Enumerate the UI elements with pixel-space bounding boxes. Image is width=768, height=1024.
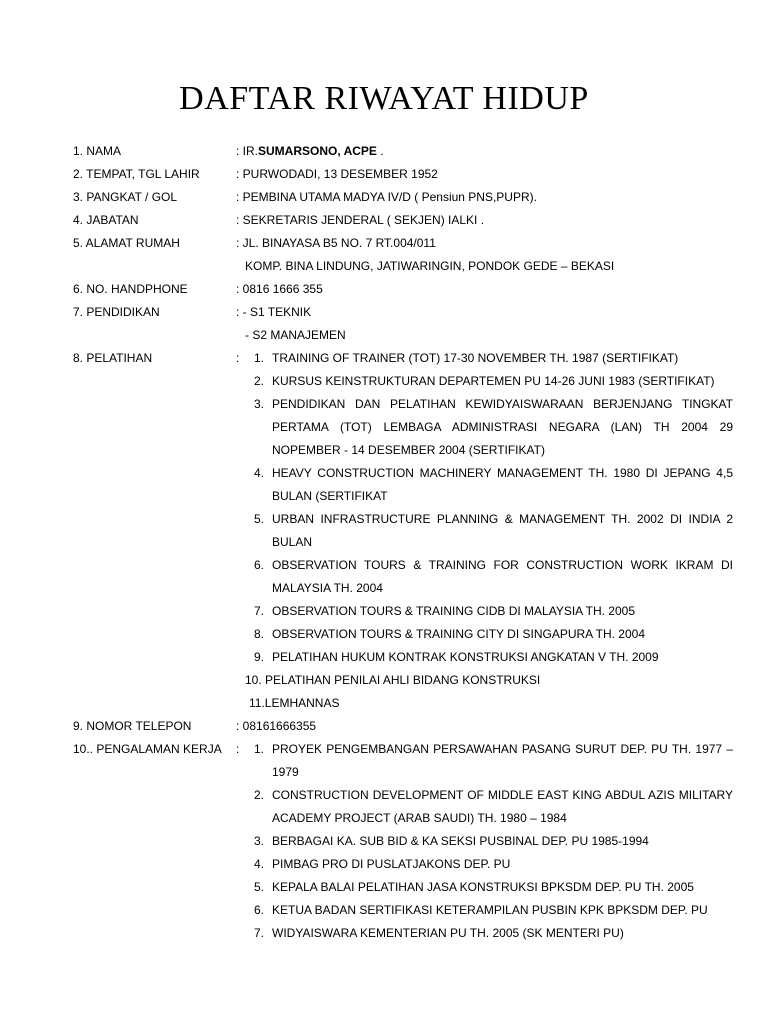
item-text: PENDIDIKAN DAN PELATIHAN KEWIDYAISWARAAN BERJENJANG TINGKAT PERTAMA (TOT) LEMBAGA ADMINISTRASI NEGARA (LAN) TH 2004 29 NOPEMBER - 14 DESEMBER 2004 (SERTIFIKAT) bbox=[272, 397, 733, 457]
field-label: 5. ALAMAT RUMAH bbox=[73, 236, 180, 250]
item-number: 2. bbox=[253, 788, 264, 802]
field-value: : - S1 TEKNIK bbox=[236, 305, 312, 319]
item-number: 6. bbox=[253, 558, 264, 572]
cv-content bbox=[73, 140, 733, 945]
pelatihan-item-10: 10. PELATIHAN PENILAI AHLI BIDANG KONSTRUKSI bbox=[245, 673, 541, 687]
item-text: PIMBAG PRO DI PUSLATJAKONS DEP. PU bbox=[272, 857, 511, 871]
list-item bbox=[236, 508, 733, 554]
colon-mark: : bbox=[236, 351, 240, 365]
list-item bbox=[236, 600, 733, 623]
item-number: 5. bbox=[253, 880, 264, 894]
field-value: : PEMBINA UTAMA MADYA IV/D ( Pensiun PNS,PUPR). bbox=[236, 190, 537, 204]
pelatihan-item-11: 11.LEMHANNAS bbox=[249, 696, 340, 710]
field-value: : SEKRETARIS JENDERAL ( SEKJEN) IALKI . bbox=[236, 213, 485, 227]
item-number: 1. bbox=[253, 351, 264, 365]
field-value: : JL. BINAYASA B5 NO. 7 RT.004/011 bbox=[236, 236, 436, 250]
list-item bbox=[236, 462, 733, 508]
field-pangkat bbox=[73, 186, 733, 209]
item-number: 9. bbox=[253, 650, 264, 664]
field-alamat bbox=[73, 232, 733, 255]
field-label: 1. NAMA bbox=[73, 144, 122, 158]
page-title: DAFTAR RIWAYAT HIDUP bbox=[179, 80, 589, 117]
colon-mark: : bbox=[236, 742, 240, 756]
field-label: 3. PANGKAT / GOL bbox=[73, 190, 178, 204]
field-hp bbox=[73, 278, 733, 301]
item-text: OBSERVATION TOURS & TRAINING CIDB DI MALAYSIA TH. 2005 bbox=[272, 604, 635, 618]
item-text: KETUA BADAN SERTIFIKASI KETERAMPILAN PUSBIN KPK BPKSDM DEP. PU bbox=[272, 903, 708, 917]
field-alamat-line2: KOMP. BINA LINDUNG, JATIWARINGIN, PONDOK GEDE – BEKASI bbox=[245, 259, 615, 273]
item-number: 5. bbox=[253, 512, 264, 526]
field-label: 2. TEMPAT, TGL LAHIR bbox=[73, 167, 200, 181]
field-value bbox=[236, 140, 733, 163]
field-label: 8. PELATIHAN bbox=[73, 351, 153, 365]
field-label: 4. JABATAN bbox=[73, 213, 139, 227]
item-text: WIDYAISWARA KEMENTERIAN PU TH. 2005 (SK MENTERI PU) bbox=[272, 926, 624, 940]
list-item bbox=[236, 899, 733, 922]
list-item bbox=[236, 554, 733, 600]
item-number: 7. bbox=[253, 926, 264, 940]
item-text: CONSTRUCTION DEVELOPMENT OF MIDDLE EAST KING ABDUL AZIS MILITARY ACADEMY PROJECT (ARAB SAUDI) TH. 1980 – 1984 bbox=[272, 788, 733, 825]
item-text: PELATIHAN HUKUM KONTRAK KONSTRUKSI ANGKATAN V TH. 2009 bbox=[272, 650, 659, 664]
field-ttl bbox=[73, 163, 733, 186]
field-label: 9. NOMOR TELEPON bbox=[73, 719, 192, 733]
item-text: TRAINING OF TRAINER (TOT) 17-30 NOVEMBER TH. 1987 (SERTIFIKAT) bbox=[272, 351, 679, 365]
item-text: OBSERVATION TOURS & TRAINING FOR CONSTRUCTION WORK IKRAM DI MALAYSIA TH. 2004 bbox=[272, 558, 733, 595]
field-value: : 08161666355 bbox=[236, 719, 317, 733]
field-nama bbox=[73, 140, 733, 163]
item-number: 4. bbox=[253, 466, 264, 480]
item-number: 3. bbox=[253, 397, 264, 411]
list-item bbox=[236, 370, 733, 393]
list-item bbox=[236, 784, 733, 830]
pelatihan-list bbox=[236, 347, 733, 669]
field-value: : 0816 1666 355 bbox=[236, 282, 323, 296]
pengalaman-list bbox=[236, 738, 733, 945]
list-item bbox=[236, 876, 733, 899]
list-item bbox=[236, 646, 733, 669]
item-text: KEPALA BALAI PELATIHAN JASA KONSTRUKSI BPKSDM DEP. PU TH. 2005 bbox=[272, 880, 694, 894]
list-item bbox=[236, 922, 733, 945]
item-text: HEAVY CONSTRUCTION MACHINERY MANAGEMENT TH. 1980 DI JEPANG 4,5 BULAN (SERTIFIKAT bbox=[272, 466, 733, 503]
item-number: 8. bbox=[253, 627, 264, 641]
item-text: KURSUS KEINSTRUKTURAN DEPARTEMEN PU 14-26 JUNI 1983 (SERTIFIKAT) bbox=[272, 374, 715, 388]
name-prefix: : IR. bbox=[236, 144, 259, 158]
field-label: 7. PENDIDIKAN bbox=[73, 305, 160, 319]
field-pendidikan-line2: - S2 MANAJEMEN bbox=[245, 328, 346, 342]
field-jabatan bbox=[73, 209, 733, 232]
item-number: 7. bbox=[253, 604, 264, 618]
field-pendidikan bbox=[73, 301, 733, 324]
field-pengalaman bbox=[73, 738, 733, 945]
field-label: 10.. PENGALAMAN KERJA bbox=[73, 742, 222, 756]
name-suffix: . bbox=[376, 144, 384, 158]
item-number: 6. bbox=[253, 903, 264, 917]
item-text: URBAN INFRASTRUCTURE PLANNING & MANAGEMENT TH. 2002 DI INDIA 2 BULAN bbox=[272, 512, 733, 549]
item-text: BERBAGAI KA. SUB BID & KA SEKSI PUSBINAL DEP. PU 1985-1994 bbox=[272, 834, 649, 848]
item-text: OBSERVATION TOURS & TRAINING CITY DI SINGAPURA TH. 2004 bbox=[272, 627, 645, 641]
list-item bbox=[236, 347, 733, 370]
list-item bbox=[236, 393, 733, 462]
name-value: SUMARSONO, ACPE bbox=[258, 144, 377, 158]
field-value: : PURWODADI, 13 DESEMBER 1952 bbox=[236, 167, 438, 181]
item-number: 1. bbox=[253, 742, 264, 756]
field-pelatihan bbox=[73, 347, 733, 669]
item-number: 3. bbox=[253, 834, 264, 848]
item-number: 2. bbox=[253, 374, 264, 388]
list-item bbox=[236, 623, 733, 646]
field-telepon bbox=[73, 715, 733, 738]
item-text: PROYEK PENGEMBANGAN PERSAWAHAN PASANG SURUT DEP. PU TH. 1977 – 1979 bbox=[272, 742, 733, 779]
list-item bbox=[236, 738, 733, 784]
field-label: 6. NO. HANDPHONE bbox=[73, 282, 188, 296]
list-item bbox=[236, 830, 733, 853]
item-number: 4. bbox=[253, 857, 264, 871]
list-item bbox=[236, 853, 733, 876]
